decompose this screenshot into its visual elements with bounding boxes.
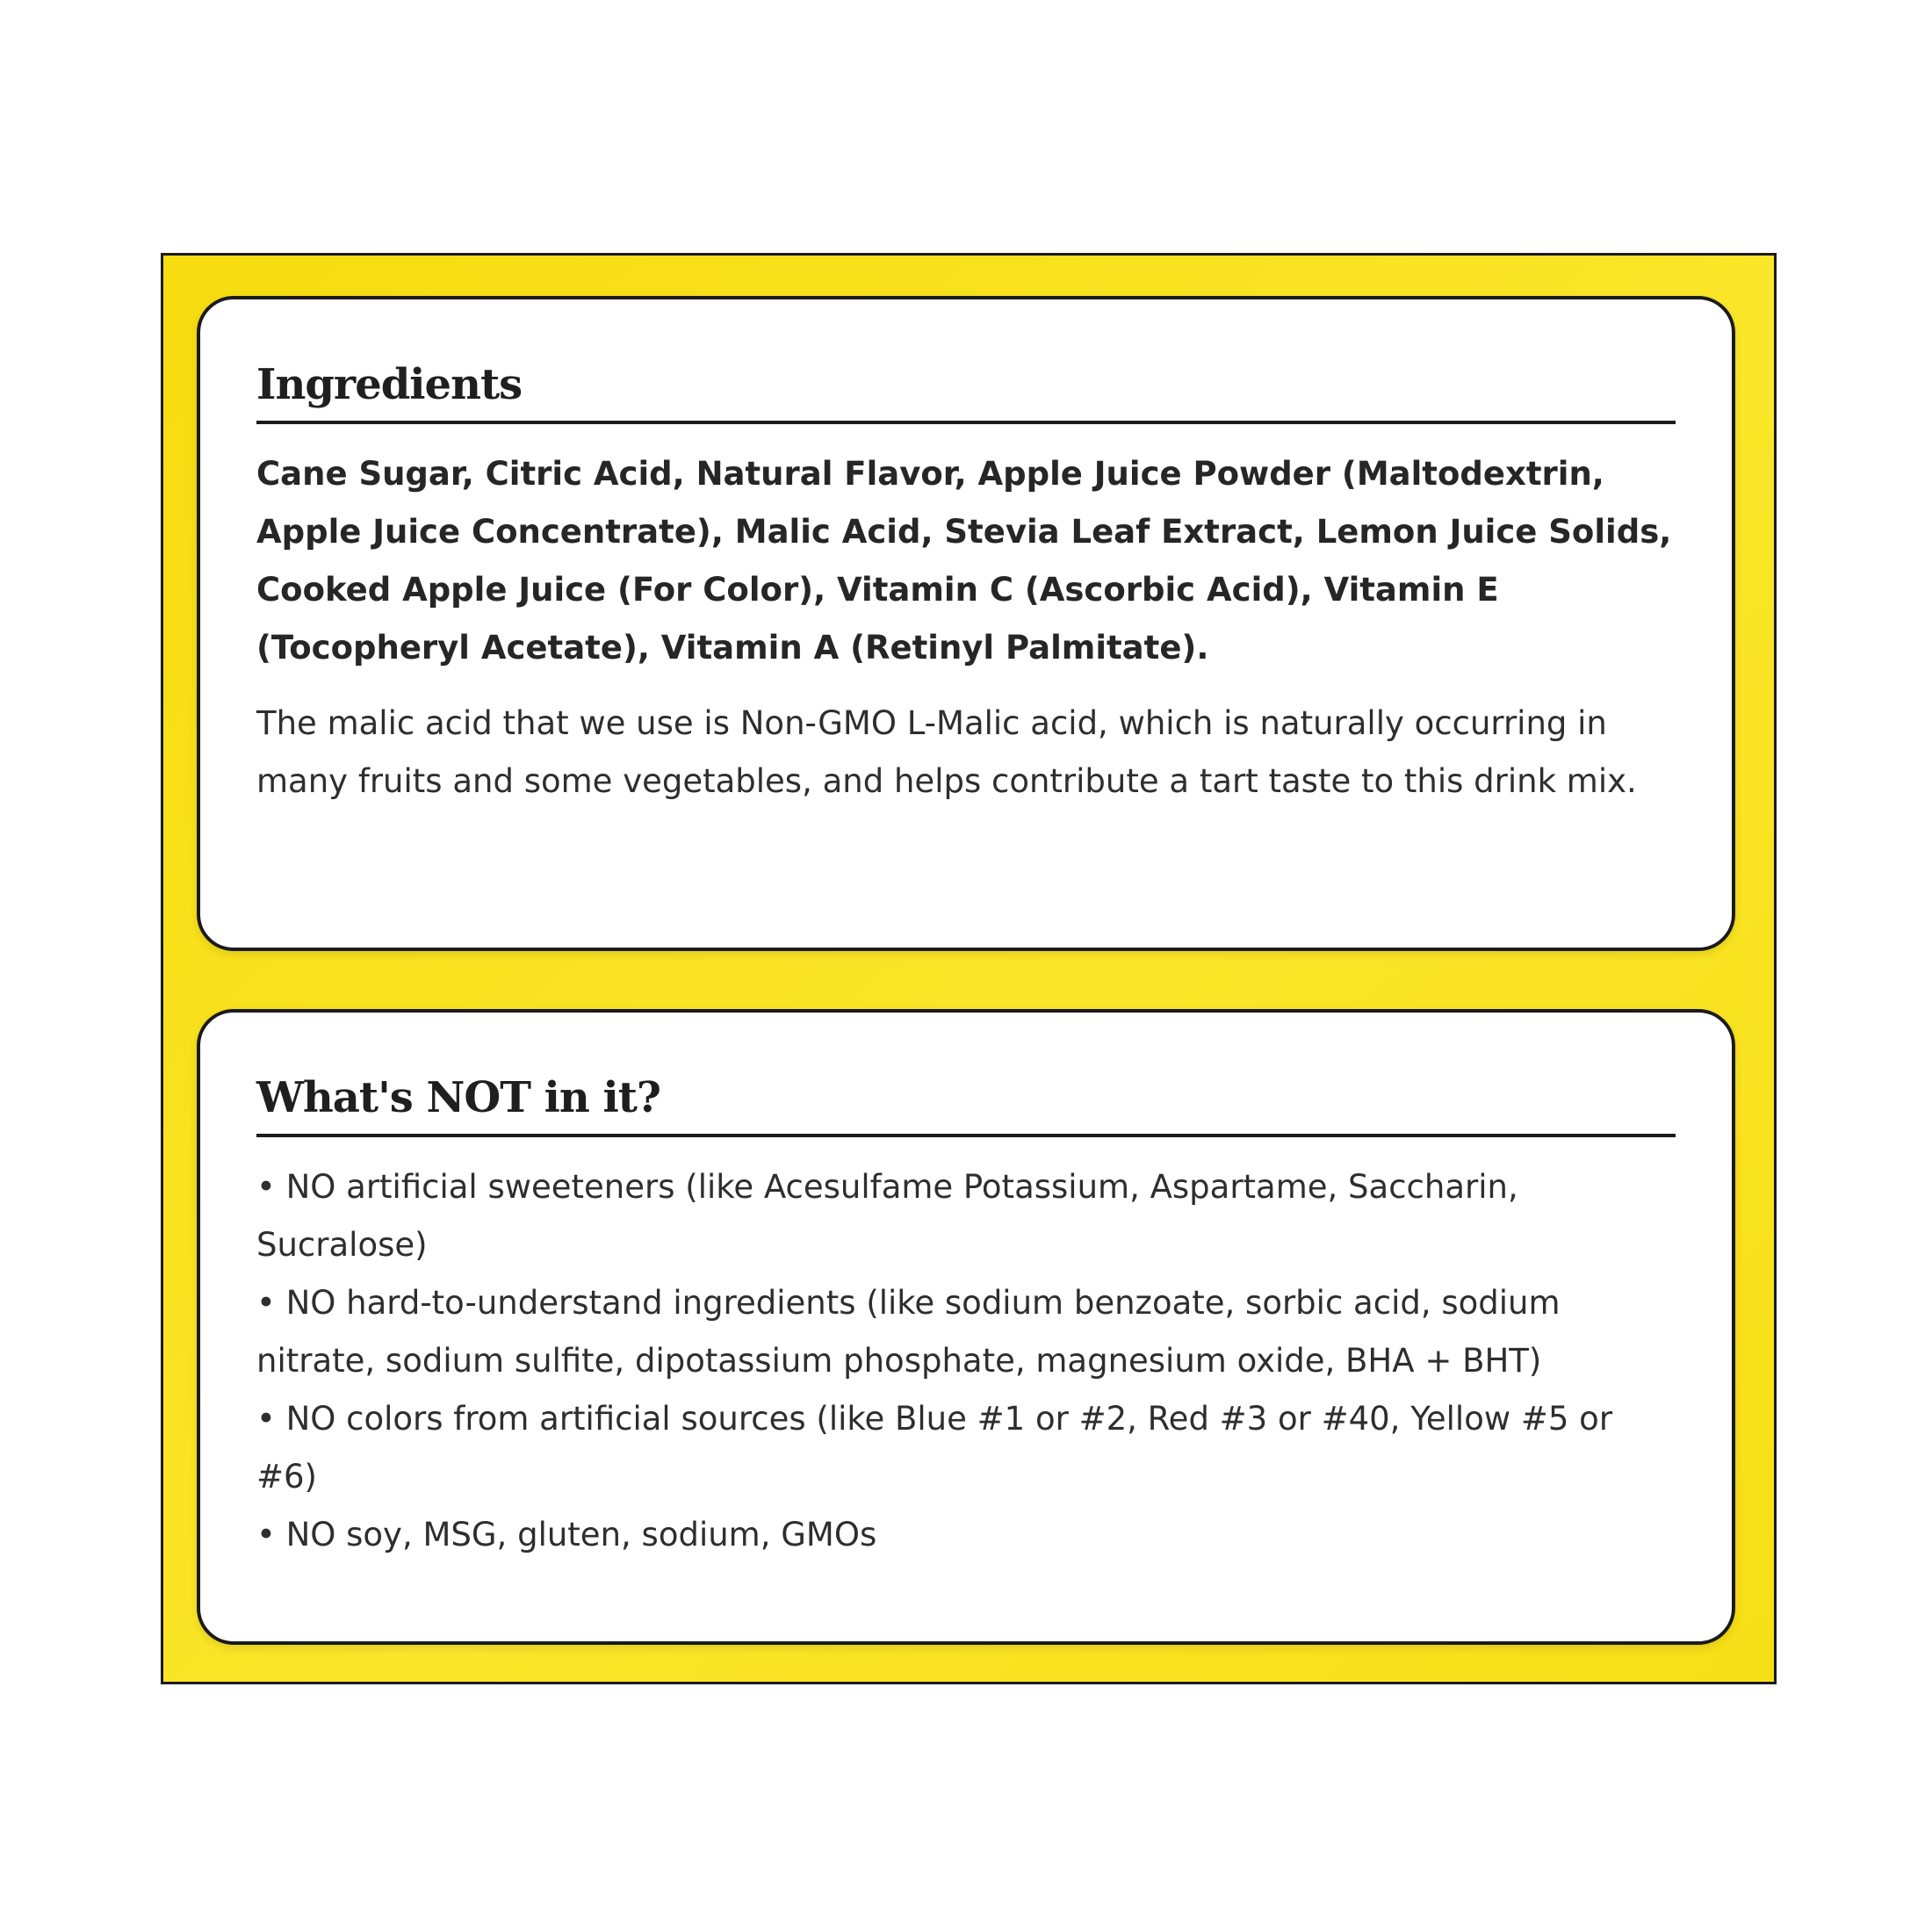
malic-acid-note: The malic acid that we use is Non-GMO L-Malic acid, which is naturally occurring in many fruits and some vegetables, and helps contribute a tart taste to this drink mix. [256, 704, 1637, 800]
ingredients-list: Cane Sugar, Citric Acid, Natural Flavor, Apple Juice Powder (Maltodextrin, Apple Juice Concentrate), Malic Acid, Stevia Leaf Extract, Lemon Juice Solids, Cooked Apple Juice (For Color), Vitamin C (Ascorbic Acid), Vitamin E (Tocopheryl Acetate), Vitamin A (Retinyl Palmitate). [256, 455, 1672, 667]
not-in-it-title: What's NOT in it? [256, 1072, 1676, 1137]
list-item: • NO colors from artificial sources (like Blue #1 or #2, Red #3 or #40, Yellow #5 or #6) [256, 1400, 1613, 1496]
not-in-it-list [256, 1158, 1676, 1564]
list-item: • NO hard-to-understand ingredients (like sodium benzoate, sorbic acid, sodium nitrate, sodium sulfite, dipotassium phosphate, magnesium oxide, BHA + BHT) [256, 1284, 1561, 1380]
ingredients-title: Ingredients [256, 359, 1676, 424]
list-item: • NO artificial sweeteners (like Acesulfame Potassium, Aspartame, Saccharin, Sucralose) [256, 1168, 1518, 1264]
list-item: • NO soy, MSG, gluten, sodium, GMOs [256, 1516, 877, 1554]
ingredients-card [197, 296, 1735, 951]
not-in-it-card [197, 1009, 1735, 1645]
yellow-panel [161, 253, 1777, 1684]
